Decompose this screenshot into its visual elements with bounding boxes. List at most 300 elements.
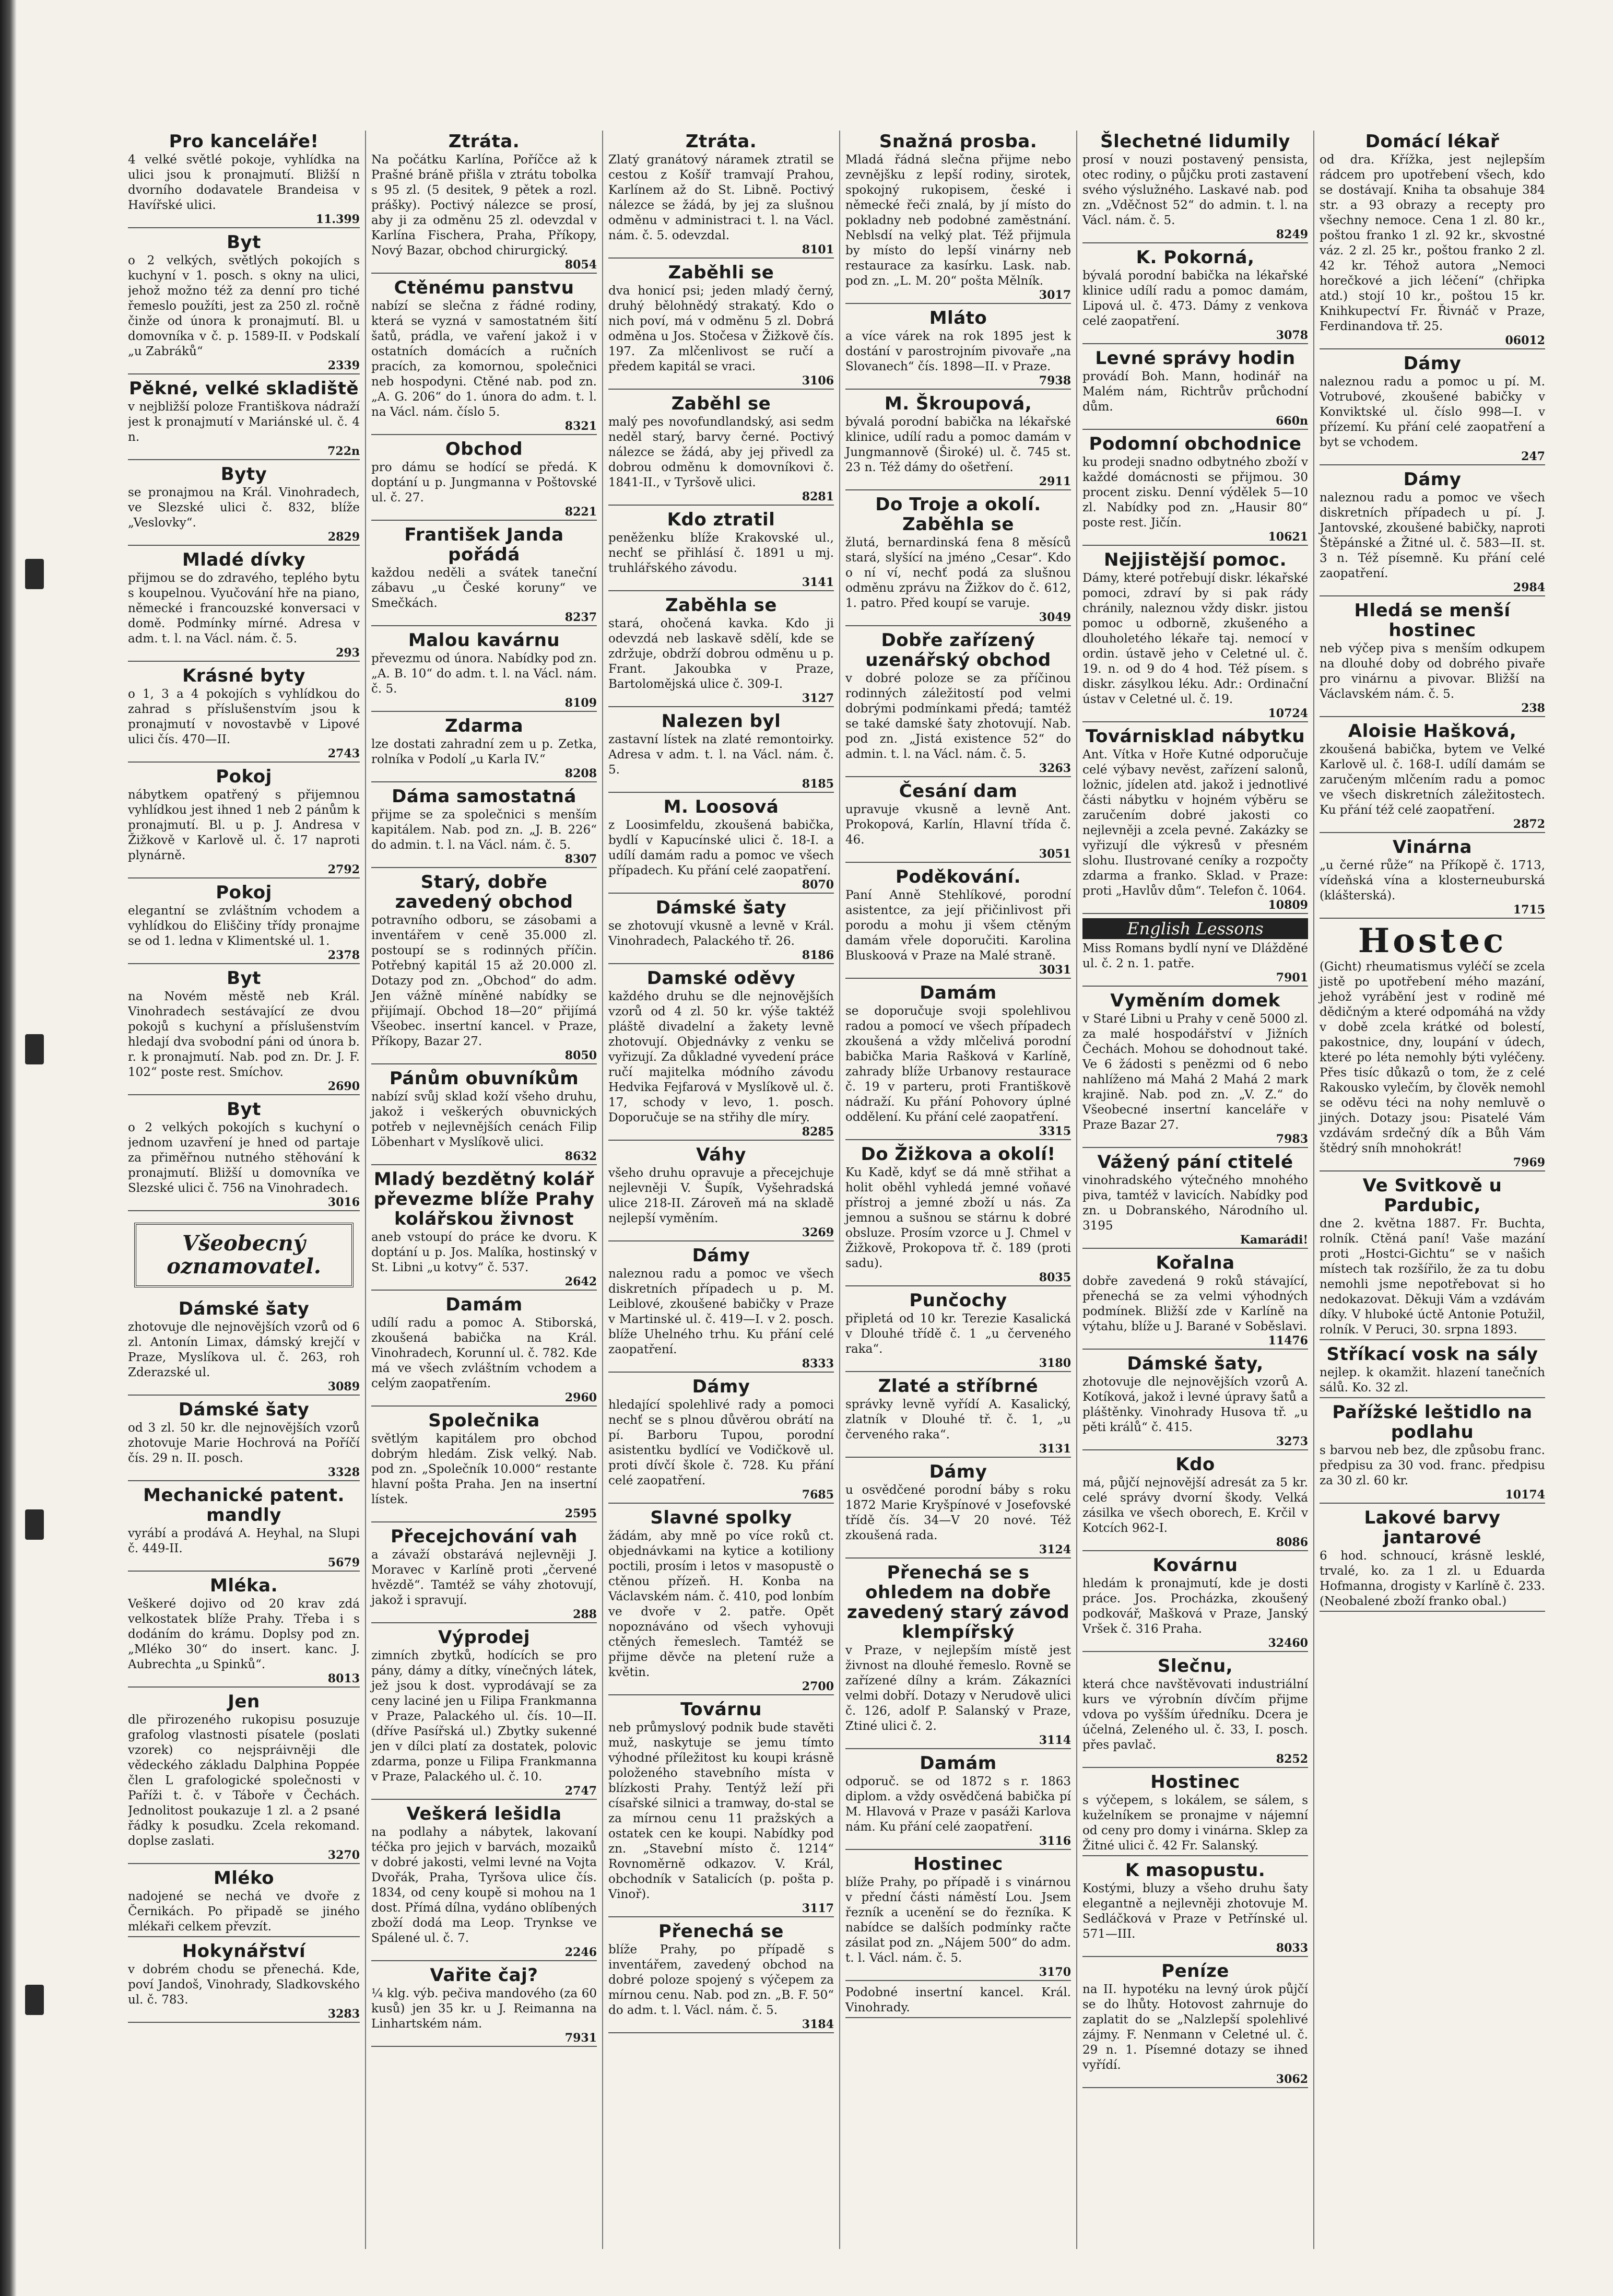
ad-headline: Nejjistější pomoc. xyxy=(1104,549,1287,570)
ad-text: připletá od 10 kr. Terezie Kasalická v Dlouhé třídě č. 1 „u červeného raka“. xyxy=(845,1312,1071,1356)
binding-hole xyxy=(25,1985,44,2015)
ad-headline: Punčochy xyxy=(909,1290,1007,1311)
ad-headline: Dámy xyxy=(1403,353,1462,374)
ad-headline: Byt xyxy=(227,232,261,253)
ad-number: 3131 xyxy=(845,1443,1071,1458)
ad-headline: Společnika xyxy=(428,1410,540,1431)
ad-text: udílí radu a pomoc A. Stiborská, zkoušená babička na Král. Vinohradech, Korunní ul. č. 782. Kde má ve všech zvláštním vchodem a celým zaopatřením. xyxy=(371,1316,597,1390)
ad-number: 3141 xyxy=(608,576,834,591)
classified-ad xyxy=(128,1485,360,1572)
ad-headline: Pánům obuvníkům xyxy=(389,1068,579,1089)
ad-number: 3270 xyxy=(128,1849,360,1864)
ad-headline: Ve Svitkově u Pardubic, xyxy=(1362,1175,1502,1216)
ad-headline: M. Škroupová, xyxy=(884,393,1032,414)
ad-text: prosí v nouzi postavený pensista, otec rodiny, o půjčku proti zastavení svého výslužného. Laskavé nab. pod zn. „Vděčnost 52“ do admin. t. l. na Václ. nám. č. 5. xyxy=(1082,153,1308,227)
ad-text: v nejbližší poloze Františkova nádraží jest k pronajmutí v Mariánské ul. č. 4 n. xyxy=(128,400,360,444)
binding-edge xyxy=(0,0,17,2296)
classified-ad xyxy=(128,968,360,1095)
ad-number: 3127 xyxy=(608,692,834,707)
ad-number: 2246 xyxy=(371,1946,597,1961)
classified-ad xyxy=(845,132,1071,304)
ad-headline: Kdo ztratil xyxy=(667,509,775,530)
classified-ad xyxy=(1082,1860,1308,1957)
ad-number: 8035 xyxy=(845,1271,1071,1286)
ad-number: 8632 xyxy=(371,1150,597,1165)
ad-headline: Byt xyxy=(227,1099,261,1120)
ad-number: 7901 xyxy=(1082,971,1308,987)
ad-text: elegantní se zvláštním vchodem a vyhlídkou do Eliščiny třídy pronajme se od 1. ledna v Klimentské ul. 1. xyxy=(128,904,360,948)
ad-number: 7969 xyxy=(1320,1156,1545,1172)
ad-number xyxy=(1320,1609,1545,1612)
classified-ad xyxy=(128,550,360,662)
ad-number: 7983 xyxy=(1082,1133,1308,1148)
ad-text: odporuč. se od 1872 s r. 1863 diplom. a vždy osvědčená babička pí M. Hlavová v Praze v pasáži Karlova nám. Ku přání celé zaopatření. xyxy=(845,1775,1071,1834)
ad-text: se doporučuje svoji spolehlivou radou a pomocí ve všech případech zkoušená a vždy mlčelivá porodní babička Maria Rašková v Karlíně, zahrady blíže Urbanovy restaurace č. 19 v parteru, proti Františkově nádraží. Ku přání Pohovory úplné oddělení. Ku přání celé zaopatření. xyxy=(845,1004,1071,1124)
ad-headline: Zdarma xyxy=(444,716,524,736)
ad-headline: Obchod xyxy=(445,439,523,460)
classified-ad xyxy=(1082,348,1308,430)
classified-ad xyxy=(845,1985,1071,2018)
ad-headline: Hostinec xyxy=(913,1854,1003,1875)
classified-ad xyxy=(1320,1176,1545,1340)
ad-headline: Hledá se menší hostinec xyxy=(1354,600,1511,641)
classified-ad xyxy=(128,379,360,460)
ad-text: se zhotovují vkusně a levně v Král. Vinohradech, Palackého tř. 26. xyxy=(608,919,834,948)
ad-number: 3116 xyxy=(845,1835,1071,1850)
ad-text: potravního odboru, se zásobami a inventářem v ceně 35.000 zl. postoupí se s rodinných příčin. Potřebný kapitál 15 až 20.000 zl. Dotazy pod zn. „Obchod“ do adm. Jen vážně míněné nabídky se přijímají. Obchod 18—20“ přijímá Všeobec. insertní kancel. v Praze, Příkopy, Bazar 27. xyxy=(371,913,597,1048)
classified-ad xyxy=(128,1692,360,1864)
ad-number xyxy=(1320,1396,1545,1398)
ad-text: neb průmyslový podnik bude stavěti muž, naskytuje se jemu tímto výhodné příležitost ku koupi krásně položeného stavebního místa v blízkosti Prahy. Tentýž leží při císařské silnici a tramway, do-stal se za mírnou cenu 11 pražských a ostatek cen ke koupi. Nabídky pod zn. „Stavební místo č. 1214“ Rovnoměrně odkazov. V. Král, obchodník v Satalicích (p. pošta p. Vinoř). xyxy=(608,1721,834,1901)
classified-ad xyxy=(608,797,834,894)
classified-ad xyxy=(128,666,360,763)
classified-ad xyxy=(371,1069,597,1165)
ad-text: Kostými, bluzy a všeho druhu šaty elegantně a nejlevněji zhotovuje M. Sedláčková v Praze v Petřínské ul. 571—III. xyxy=(1082,1882,1308,1941)
ad-text: ¼ klg. výb. pečiva mandového (za 60 kusů) jen 35 kr. u J. Reimanna na Linhartském nám. xyxy=(371,1987,597,2031)
ad-number: 3062 xyxy=(1082,2073,1308,2088)
ad-text: stará, ohočená kavka. Kdo ji odevzdá neb laskavě sdělí, kde se zdržuje, obdrží dobrou odměnu u p. Frant. Jakoubka v Praze, Bartolomějská ulice č. 309-I. xyxy=(608,617,834,691)
ad-number: 8307 xyxy=(371,853,597,868)
classified-ad xyxy=(845,1291,1071,1372)
ad-headline: Damské oděvy xyxy=(646,968,796,989)
ad-number: 8013 xyxy=(128,1672,360,1688)
ad-text: v Praze, v nejlepším místě jest živnost na dlouhé řemeslo. Rovně se zařízené dílny a krám. Zákazníci velmi dobří. Dotazy v Nerudově ulici č. 126, adolf P. Salanský v Praze, Ztiné ulici č. 2. xyxy=(845,1644,1071,1733)
classified-ad xyxy=(1082,1656,1308,1768)
ad-text: bývalá porodní babička na lékařské klinice udílí radu a pomoc damám, Lipová ul. č. 473. Dámy z venkova celé zaopatření. xyxy=(1082,269,1308,328)
classified-ad xyxy=(845,1753,1071,1850)
binding-hole xyxy=(25,1509,44,1540)
ad-text: převezmu od února. Nabídky pod zn. „A. B. 10“ do adm. t. l. na Václ. nám. č. 5. xyxy=(371,652,597,696)
ad-text: upravuje vkusně a levně Ant. Prokopová, Karlín, Hlavní třída č. 46. xyxy=(845,803,1071,847)
classified-ad xyxy=(128,232,360,374)
ad-text: zkoušená babička, bytem ve Velké Karlově ul. č. 168-I. udílí damám se zaručeným mlčením radu a pomoc ve všech diskretních záležitostech. Ku přání též celé zaopatření. xyxy=(1320,743,1545,817)
ad-headline: Levné správy hodin xyxy=(1095,348,1296,369)
ad-text: dva honicí psi; jeden mladý černý, druhý bělohnědý strakatý. Kdo o nich poví, má v odměnu 5 zl. Dobrá odměna u Jos. Stočesa v Žižkově čís. 197. Za mlčenlivost se ručí a předem kapitál se vraci. xyxy=(608,284,834,373)
classified-ad xyxy=(371,132,597,274)
ad-number: 2829 xyxy=(128,531,360,546)
ad-text: vyrábí a prodává A. Heyhal, na Slupi č. 449-II. xyxy=(128,1527,360,1555)
ad-number: 2339 xyxy=(128,359,360,374)
ad-number: 8186 xyxy=(608,949,834,964)
ad-headline: Dámské šaty xyxy=(178,1399,310,1420)
ad-headline: Peníze xyxy=(1161,1961,1229,1982)
ad-headline: Jen xyxy=(228,1691,260,1712)
ad-number: 3315 xyxy=(845,1125,1071,1140)
ad-text: na II. hypotéku na levný úrok půjčí se do lhůty. Hotovost zahrnuje do zaplatit do se „Nalzlepší spolehlivé zájmy. F. Nenmann v Celetné ul. č. 29 n. 1. Písemné dotazy se ihned vyřídí. xyxy=(1082,1983,1308,2072)
ad-text: na podlahy a nábytek, lakovaní téčka pro jejich v barvách, mozaiků v dobré jakosti, velmi levné na Vojta Dvořák, Praha, Tyršova ulice čís. 1834, od ceny koupě si mohou na 1 dost. Přímá dílna, vydáno oblíbených zboží dodá ma Leop. Trynkse ve Spálené ul. č. 7. xyxy=(371,1825,597,1945)
ad-headline: Váhy xyxy=(696,1144,746,1165)
classified-ad xyxy=(608,595,834,707)
ad-text: vinohradského výtečného mnohého piva, tamtéž v lavicích. Nabídky pod zn. u Dobranského, Národního ul. 3195 xyxy=(1082,1174,1308,1233)
binding-hole xyxy=(25,559,44,589)
ad-headline: Mladý bezdětný kolář převezme blíže Prahy kolářskou živnost xyxy=(373,1169,595,1229)
classified-ad xyxy=(1082,550,1308,722)
classified-ad xyxy=(371,278,597,435)
classified-ad xyxy=(845,867,1071,979)
ad-text: dle přirozeného rukopisu posuzuje grafolog vlastnosti písatele (poslati vzorek) co nejspráivněji dle vědeckého základu Dalphina Poppée člen L grafologické společnosti v Paříži t. č. v Táboře v Čechách. Jednolitost poukazuje 1 zl. a 2 psané řádky k posudku. Zcela rekomand. doplse zaslati. xyxy=(128,1713,360,1848)
ad-text: v dobré poloze se za příčinou rodinných záležitostí pod velmi dobrými podmínkami předá; tamtéž se také damské šaty zhotovují. Nab. pod zn. „Jistá existence 52“ do admin. t. l. na Václ. nám. č. 5. xyxy=(845,672,1071,761)
ad-text: v dobrém chodu se přenechá. Kde, poví Jandoš, Vinohrady, Sladkovského ul. č. 783. xyxy=(128,1963,360,2007)
ad-text: ku prodeji snadno odbytného zboží v každé domácnosti se přijmou. 30 procent zisku. Denní výdělek 5—10 zl. Nabídky pod zn. „Hausir 80“ poste rest. Jičín. xyxy=(1082,455,1308,530)
ad-text: blíže Prahy, po případě i s vinárnou v přední části náměstí Lou. Jsem řezník a ucenění se do řezníka. K nabídce se dalších podmínky račte zásilat pod zn. „Nájem 500“ do adm. t. l. Václ. nám. č. 5. xyxy=(845,1876,1071,1965)
ad-number: Kamarádi! xyxy=(1082,1234,1308,1249)
ad-number: 2378 xyxy=(128,949,360,964)
ad-text: naleznou radu a pomoc u pí. M. Votrubové, zkoušené babičky v Konviktské ul. číslo 998—I. v přízemí. Ku přání celé zaopatření a byt se vchodem. xyxy=(1320,375,1545,449)
ad-text: správky levně vyřídí A. Kasalický, zlatník v Dlouhé tř. č. 1, „u červeného raka“. xyxy=(845,1398,1071,1442)
ad-text: Podobné insertní kancel. Král. Vinohrady. xyxy=(845,1986,1071,2014)
ad-headline: Dámské šaty, xyxy=(1127,1353,1264,1374)
ad-number: 3106 xyxy=(608,374,834,390)
ad-headline: Byt xyxy=(227,968,261,989)
ad-headline: Mladé dívky xyxy=(182,549,306,570)
ad-number: 3273 xyxy=(1082,1435,1308,1450)
ad-headline: Podomní obchodnice xyxy=(1089,434,1302,454)
classified-ad xyxy=(128,1099,360,1211)
ad-headline: Starý, dobře zavedený obchod xyxy=(395,872,573,912)
classified-ad xyxy=(1082,1152,1308,1249)
ad-number: 2960 xyxy=(371,1391,597,1407)
classified-ad xyxy=(1320,354,1545,465)
classified-ad xyxy=(371,1804,597,1961)
ad-text: zastavní lístek na zlaté remontoirky. Adresa v adm. t. l. na Václ. nám. č. 5. xyxy=(608,733,834,777)
ad-number: 7931 xyxy=(371,2032,597,2047)
ad-text: nábytkem opatřený s přijemnou vyhlídkou jest ihned 1 neb 2 pánům k pronajmutí. Bl. u p. J. Andresa v Žižkově v Karlově ul. č. 17 naproti plynárně. xyxy=(128,788,360,862)
ad-text: provádí Boh. Mann, hodinář na Malém nám, Richtrův průchodní dům. xyxy=(1082,370,1308,414)
classified-ad xyxy=(1082,132,1308,243)
ad-text: Zlatý granátový náramek ztratil se cestou z Košíř tramvají Prahou, Karlínem až do St. Libně. Poctivý nálezce se žádá, by jej za slušnou odměnu v administraci t. l. na Václ. nám. č. 5. odevzdal. xyxy=(608,153,834,242)
classified-ad xyxy=(845,308,1071,390)
ad-number: 8101 xyxy=(608,243,834,259)
ad-number: 722n xyxy=(128,445,360,460)
classified-ad xyxy=(1320,721,1545,833)
ad-number: 10724 xyxy=(1082,707,1308,722)
classified-ad xyxy=(845,394,1071,490)
classified-ad xyxy=(1082,248,1308,344)
classified-ad xyxy=(128,464,360,546)
ad-number: 3180 xyxy=(845,1357,1071,1372)
ad-number: 2872 xyxy=(1320,818,1545,833)
ad-number xyxy=(1320,1338,1545,1340)
ad-text: od 3 zl. 50 kr. dle nejnovějších vzorů zhotovuje Marie Hochrová na Poříčí čís. 29 n. II. posch. xyxy=(128,1421,360,1465)
ad-text: od dra. Křížka, jest nejlepším rádcem pro upotřebení všech, kdo se dostávají. Kniha ta obsahuje 384 str. a 93 obrazy a recepty pro všechny nemoce. Cena 1 zl. 80 kr., poštou franko 1 zl. 92 kr., skvostné váz. 2 zl. 25 kr., poštou franko 2 zl. 42 kr. Téhož autora „Nemoci horečkové a jich léčení“ (chřipka atd.) stojí 10 kr., poštou 15 kr. Knihkupectví Fr. Řivnáč v Praze, Ferdinandova tř. 25. xyxy=(1320,153,1545,333)
ad-text: každou neděli a svátek taneční zábavu „u České koruny“ ve Smečkách. xyxy=(371,566,597,610)
classified-ad xyxy=(1320,1508,1545,1612)
ad-number: 3117 xyxy=(608,1902,834,1917)
classified-ad xyxy=(1320,601,1545,717)
ad-headline: K. Pokorná, xyxy=(1136,247,1255,268)
classified-ad xyxy=(371,525,597,626)
classified-ad xyxy=(845,495,1071,626)
classified-ad xyxy=(128,1868,360,1937)
ad-number: 2792 xyxy=(128,863,360,878)
ad-headline: Pokoj xyxy=(216,766,272,787)
classified-ad xyxy=(845,1563,1071,1749)
ad-headline: Damám xyxy=(920,982,997,1003)
classified-ad xyxy=(128,1941,360,2023)
ad-number: 2984 xyxy=(1320,581,1545,596)
classified-ad xyxy=(608,1508,834,1695)
ad-number: 2690 xyxy=(128,1080,360,1095)
classified-ad xyxy=(845,1462,1071,1559)
classified-ad xyxy=(608,394,834,506)
ad-headline: Lakové barvy jantarové xyxy=(1364,1507,1501,1548)
ad-number: 8237 xyxy=(371,611,597,626)
ad-headline: Dámy xyxy=(929,1461,987,1482)
ad-number: 8221 xyxy=(371,506,597,521)
classified-ad xyxy=(1320,923,1545,1172)
ad-headline: Zaběhl se xyxy=(671,393,771,414)
column-2 xyxy=(365,131,602,2249)
ad-headline: Dámy xyxy=(1403,469,1462,490)
ad-number: 5679 xyxy=(128,1556,360,1572)
ad-headline: Slečnu, xyxy=(1157,1656,1233,1677)
ad-number xyxy=(1082,1854,1308,1856)
classified-ad xyxy=(1082,1961,1308,2088)
ad-number: 3269 xyxy=(608,1226,834,1241)
ad-headline: Vinárna xyxy=(1393,837,1472,858)
classified-ad xyxy=(1082,727,1308,914)
classified-ad xyxy=(128,132,360,228)
classified-ad xyxy=(1320,1344,1545,1398)
ad-number: 3263 xyxy=(845,762,1071,777)
classified-ad xyxy=(608,968,834,1141)
ad-number: 2700 xyxy=(608,1680,834,1695)
column-6 xyxy=(1313,131,1550,2249)
classified-ad xyxy=(371,439,597,521)
classified-ad xyxy=(371,1411,597,1522)
ad-number: 2642 xyxy=(371,1275,597,1291)
ad-headline: Česání dam xyxy=(899,781,1018,802)
ad-headline: Pokoj xyxy=(216,882,272,903)
classified-ad xyxy=(1082,434,1308,546)
classified-ad xyxy=(371,1169,597,1291)
advertisement-columns xyxy=(128,131,1550,2249)
classified-ad xyxy=(128,1576,360,1688)
ad-number: 3184 xyxy=(608,2018,834,2033)
ad-headline: Dámské šaty xyxy=(178,1298,310,1319)
column-1 xyxy=(128,131,365,2249)
ad-headline: Dobře zařízený uzenářský obchod xyxy=(865,630,1051,671)
ad-text: lze dostati zahradní zem u p. Zetka, rolníka v Podolí „u Karla IV.“ xyxy=(371,737,597,766)
ad-headline: Zaběhla se xyxy=(665,595,777,616)
ad-headline: Malou kavárnu xyxy=(408,630,560,651)
ad-text: (Gicht) rheumatismus vyléčí se zcela jistě po upotřebení mého mazání, jehož vyrábění jest v rodině mé dědičným a které odpomáhá na vždy v době zcela krátké od bolestí, pakostnice, dny, loupání v údech, které po léta nemohly býti vyléčeny. Přes tisíc důkazů o tom, že z celé Rakousko vylečím, by člověk nemohl se oděvu téci na nohy nemluvě o jiných. Dotazy jsou: Pisatelé Vám vzdávám srdečný dík a Bůh Vám štědrý sníh mnohokrát! xyxy=(1320,960,1545,1155)
ad-headline: Dáma samostatná xyxy=(392,786,576,807)
ad-headline: Továrnisklad nábytku xyxy=(1085,726,1305,747)
classified-ad xyxy=(1320,1402,1545,1504)
classified-ad xyxy=(1320,132,1545,349)
ad-text: dne 2. května 1887. Fr. Buchta, rolník. Ctěná paní! Vaše mazání proti „Hostci-Gichtu“ se v našich místech tak rozšířilo, že za tu dobu nemohli jsme nepotřebovat si ho nedokazovat. Děkuji Vám a vzdávám díky. V hluboké úctě Antonie Potužil, rolník. V Peruci, 30. srpna 1893. xyxy=(1320,1217,1545,1337)
ad-number xyxy=(845,2016,1071,2018)
ad-number: 3078 xyxy=(1082,329,1308,344)
ad-text: Mladá řádná slečna přijme nebo zevnějšku z lepší rodiny, sirotek, spokojný rukopisem, české i německé řeči znalá, by jí místo do pokladny neb podobné zaměstnání. Neblsdí na velký plat. Též přijmula by místo do lepší vinárny neb restaurace za kasírku. Lask. nab. pod zn. „L. M. 20“ pošta Mělník. xyxy=(845,153,1071,288)
ad-headline: Výprodej xyxy=(438,1627,530,1648)
ad-headline: František Janda pořádá xyxy=(404,524,564,565)
classified-ad xyxy=(128,1223,360,1287)
ad-number: 3114 xyxy=(845,1734,1071,1749)
ad-text: malý pes novofundlandský, asi sedm neděl starý, barvy černé. Poctivý nálezce se žádá, aby jej přivedl za dobrou odměnu k domovníkovi č. 1841-II., v Tyršově ulici. xyxy=(608,415,834,489)
ad-text: zhotovuje dle nejnovějších vzorů od 6 zl. Antonín Limax, dámský krejčí v Praze, Myslíkova ul. č. 263, roh Zderazské ul. xyxy=(128,1320,360,1379)
classified-ad xyxy=(845,781,1071,863)
ad-number: 660n xyxy=(1082,415,1308,430)
classified-ad xyxy=(608,1922,834,2033)
classified-ad xyxy=(845,1854,1071,1981)
ad-text: z Loosimfeldu, zkoušená babička, bydlí v Kapucínské ulici č. 18-I. a udílí damám radu a pomoc ve všech případech. Ku přání celé zaopatření. xyxy=(608,818,834,877)
ad-text: hledající spolehlivé rady a pomoci nechť se s plnou důvěrou obrátí na pí. Barboru Tupou, porodní asistentku bydlící ve Vodičkově ul. proti dívčí škole č. 728. Ku přání celé zaopatření. xyxy=(608,1398,834,1487)
ad-headline: Šlechetné lidumily xyxy=(1100,131,1290,152)
ad-headline: Domácí lékař xyxy=(1365,131,1500,152)
ad-text: Ku Kadě, kdyť se dá mně střihat a holit oběhl vyhledá jemné voňavé přístroj a jemné zboží u nás. Za jemnou a sušnou se stárnu k dobré obsluze. Prosím vzorce u J. Chmel v Žižkově, Prokopova tř. č. 189 (proti sadu). xyxy=(845,1166,1071,1270)
ad-number: 288 xyxy=(371,1608,597,1623)
ad-number: 2743 xyxy=(128,747,360,763)
ad-number: 8185 xyxy=(608,778,834,793)
column-4 xyxy=(839,131,1076,2249)
ad-text: u osvědčené porodní báby s roku 1872 Marie Kryšpínové v Josefovské třídě čís. 34—V 20 nové. Též zkoušená rada. xyxy=(845,1483,1071,1542)
classified-ad xyxy=(128,1299,360,1396)
ad-headline: Mechanické patent. mandly xyxy=(143,1485,345,1526)
ad-headline: Krásné byty xyxy=(182,665,305,686)
ad-headline: Dámské šaty xyxy=(655,897,787,918)
ad-headline: Snažná prosba. xyxy=(879,131,1038,152)
classified-ad xyxy=(608,711,834,793)
classified-ad xyxy=(845,983,1071,1140)
ad-number: 7938 xyxy=(845,374,1071,390)
ad-headline: Hokynářství xyxy=(182,1941,306,1962)
binding-hole xyxy=(25,1034,44,1064)
ad-text: neb výčep piva s menším odkupem na dlouhé doby od dobrého pivaře pro vinárnu a pivovar. Bližší na Václavském nám. č. 5. xyxy=(1320,642,1545,701)
ad-number: 10809 xyxy=(1082,899,1308,914)
ad-text: Veškeré dojivo od 20 krav zdá velkostatek blíže Prahy. Třeba i s dodáním do krámu. Doplsy pod zn. „Mléko 30“ do insert. kanc. J. Aubrechta „u Spinků“. xyxy=(128,1597,360,1671)
classified-ad xyxy=(608,1246,834,1373)
ad-number: 11476 xyxy=(1082,1334,1308,1350)
ad-text: která chce navštěvovati industriální kurs ve výrobnín dívčím přijme vdova po vyšším úředníku. Dcera je účelná, Zeleného ul. č. 33, I. posch. přes pavlač. xyxy=(1082,1678,1308,1752)
ad-number: 2747 xyxy=(371,1785,597,1800)
ad-text: s výčepem, s lokálem, se sálem, s kuželníkem se pronajme v nájemní od ceny pro domy i vinárna. Sklep za Žitné ulici č. 42 Fr. Salanský. xyxy=(1082,1794,1308,1853)
classified-ad xyxy=(1082,918,1308,987)
classified-ad xyxy=(371,716,597,782)
ad-text: o 1, 3 a 4 pokojích s vyhlídkou do zahrad s příslušenstvím jsou k pronajmutí v novostavbě v Lipové ulici čís. 470—II. xyxy=(128,687,360,746)
ad-text: světlým kapitálem pro obchod dobrým hledám. Zisk velký. Nab. pod zn. „Společník 10.000“ restante hlavní pošta Praha. Jen na insertní lístek. xyxy=(371,1432,597,1506)
classified-ad xyxy=(371,630,597,712)
ad-number: 8086 xyxy=(1082,1536,1308,1551)
column-3 xyxy=(602,131,839,2249)
ad-text: zhotovuje dle nejnovějších vzorů A. Kotíková, jakož i levné úpravy šatů a pláštěnky. Vinohrady Husova tř. „u pěti králů“ č. 415. xyxy=(1082,1375,1308,1434)
ad-number: 10621 xyxy=(1082,531,1308,546)
ad-text: peněženku blíže Krakovské ul., nechť se přihlásí č. 1891 u mj. truhlářského závodu. xyxy=(608,531,834,575)
ad-headline: Aloisie Hašková, xyxy=(1348,721,1517,742)
ad-headline: Dámy xyxy=(692,1376,750,1397)
ad-text: na Novém městě neb Král. Vinohradech sestávající ze dvou pokojů s kuchyní a příslušenstvím hledají dva svobodní páni od února b. r. k pronajmutí. Nab. pod zn. Dr. J. F. 102“ poste rest. Smíchov. xyxy=(128,990,360,1079)
ad-headline: Ctěnému panstvu xyxy=(394,277,574,298)
classified-ad xyxy=(128,883,360,964)
classified-ad xyxy=(845,1144,1071,1286)
ad-text: bývalá porodní babička na lékařské klinice, udílí radu a pomoc damám v Jungmannově (Široké) ul. č. 745 st. 23 n. Též dámy do ošetření. xyxy=(845,415,1071,474)
ad-number: 8321 xyxy=(371,420,597,435)
ad-headline: Mléko xyxy=(213,1868,275,1889)
ad-number: 3016 xyxy=(128,1196,360,1211)
classified-ad xyxy=(128,1400,360,1481)
ad-text: každého druhu se dle nejnovějších vzorů od 4 zl. 50 kr. výše taktéž pláště divadelní a žakety levně zhotovují. Objednávky z venku se vyřizují. Za důkladné vyvedení práce ručí majitelka módního závodu Hedvika Fejfarová v Myslíkově ul. č. 17, schody v levo, 1. posch. Doporučuje se na střihy dle míry. xyxy=(608,990,834,1124)
classified-ad xyxy=(1082,1354,1308,1450)
ad-headline: Nalezen byl xyxy=(661,711,781,732)
ad-text: naleznou radu a pomoc ve všech diskretních případech u p. M. Leiblové, zkoušené babičky v Praze v Martinské ul. č. 419—I. v 2. posch. blíže Uhelného trhu. Ku přání celé zaopatření. xyxy=(608,1267,834,1356)
ad-number: 8281 xyxy=(608,490,834,506)
ad-headline: Veškerá lešidla xyxy=(406,1803,562,1824)
classified-ad xyxy=(371,1295,597,1407)
ad-number: 3017 xyxy=(845,289,1071,304)
classified-ad xyxy=(371,787,597,868)
ad-headline: Zlaté a stříbrné xyxy=(878,1376,1039,1397)
classified-ad xyxy=(1320,837,1545,919)
ad-text: Ant. Vítka v Hoře Kutné odporučuje celé výbavy nevěst, zařízení salonů, ložnic, jídelen atd. jakož i jednotlivé části nábytku v hojném výběru se zaručením dobré jakosti co nejlevněji a zcela pevné. Zakázky se vyřizují dle výkresů v přesném slohu. Ilustrované ceníky a rozpočty zdarma a franko. Sklad. v Praze: proti „Havlův dům“. Telefon č. 1064. xyxy=(1082,748,1308,898)
ad-headline: Přenechá se s ohledem na dobře zavedený starý závod klempířský xyxy=(846,1562,1070,1643)
ad-headline: Byty xyxy=(220,464,267,485)
ad-headline: English Lessons xyxy=(1082,918,1308,939)
ad-text: přijme se za společnici s menším kapitálem. Nab. pod zn. „J. B. 226“ do admin. t. l. na Václ. nám. č. 5. xyxy=(371,808,597,852)
ad-text: hledám k pronajmutí, kde je dosti práce. Jos. Procházka, zkoušený podkovář, Mašková v Praze, Janský Vršek č. 316 Praha. xyxy=(1082,1577,1308,1636)
ad-text: blíže Prahy, po případě s inventářem, zavedený obchod na dobré poloze spojený s výčepem za mírnou cenu. Nab. pod zn. „B. F. 50“ do adm. t. l. Václ. nám. č. 5. xyxy=(608,1943,834,2017)
ad-number: 8252 xyxy=(1082,1753,1308,1768)
ad-text: má, půjčí nejnovější adresát za 5 kr. celé správy dvorní škody. Velká zásilka ve všech oborech, E. Krčil v Kotcích 962-I. xyxy=(1082,1476,1308,1535)
classified-ad xyxy=(845,630,1071,777)
classified-ad xyxy=(608,898,834,964)
ad-headline: Ztráta. xyxy=(685,131,757,152)
classified-ad xyxy=(371,872,597,1064)
ad-text: o 2 velkých pokojích s kuchyní o jednom uzavření je hned od partaje za přiměřnou nutného stěhování k pronajmutí. Bližší u domovníka ve Slezské ulici č. 756 na Vinohradech. xyxy=(128,1121,360,1195)
ad-headline: Hostinec xyxy=(1150,1772,1240,1793)
ad-headline: Přenechá se xyxy=(658,1921,784,1942)
ad-text: aneb vstoupí do práce ke dvoru. K doptání u p. Jos. Malíka, hostinský v St. Libni „u kotvy“ č. 537. xyxy=(371,1231,597,1274)
ad-text: Miss Romans bydlí nyní ve Dlážděné ul. č. 2 n. 1. patře. xyxy=(1082,942,1308,970)
ad-headline: Do Žižkova a okolí! xyxy=(861,1144,1056,1165)
classified-ad xyxy=(608,1700,834,1917)
ad-number: 8249 xyxy=(1082,228,1308,243)
ad-headline: K masopustu. xyxy=(1125,1860,1266,1881)
classified-ad xyxy=(608,510,834,591)
ad-headline: Dámy xyxy=(692,1245,750,1266)
ad-headline: Pěkné, velké skladiště xyxy=(128,378,359,399)
ad-number: 293 xyxy=(128,647,360,662)
ad-number: 3051 xyxy=(845,848,1071,863)
classified-ad xyxy=(608,263,834,390)
classified-ad xyxy=(608,132,834,259)
ad-text: pro dámu se hodící se předá. K doptání u p. Jungmanna v Poštovské ul. č. 27. xyxy=(371,461,597,505)
ad-number: 8050 xyxy=(371,1049,597,1064)
ad-number: 8109 xyxy=(371,697,597,712)
ad-number: 8070 xyxy=(608,878,834,894)
ad-text: „u černé růže“ na Příkopě č. 1713, vídeňská vína a klosterneuburská (klášterská). xyxy=(1320,859,1545,903)
ad-number: 8208 xyxy=(371,767,597,782)
